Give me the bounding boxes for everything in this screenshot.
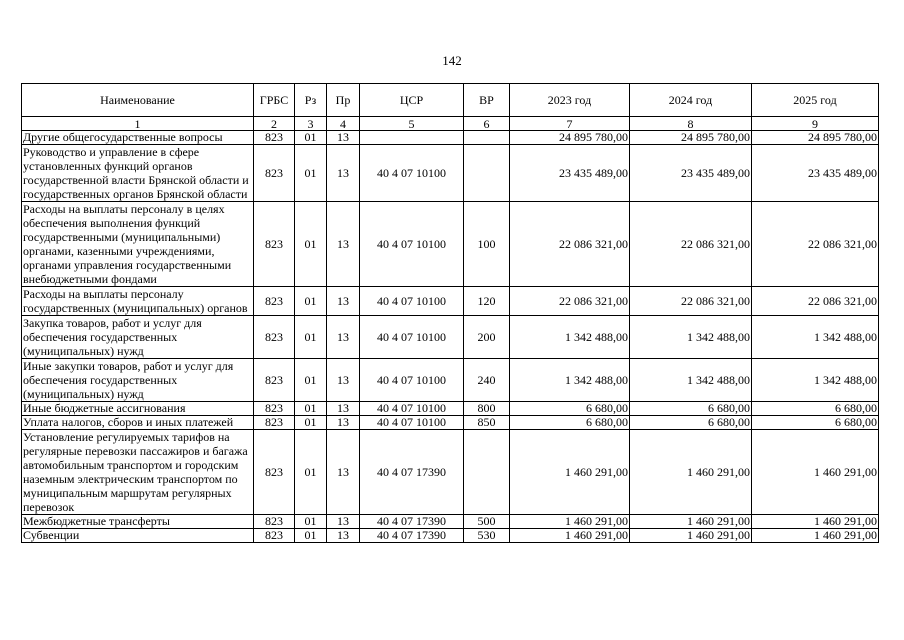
column-header: Пр bbox=[327, 84, 360, 117]
row-name: Другие общегосударственные вопросы bbox=[22, 131, 254, 145]
row-amount-2025: 1 460 291,00 bbox=[752, 430, 879, 515]
row-name: Расходы на выплаты персоналу в целях обеспечения выполнения функций государственными (муниципальными) органами, казенными учреждениями, органами управления государственными внебюджетными фондами bbox=[22, 202, 254, 287]
row-csr bbox=[360, 131, 464, 145]
row-pr: 13 bbox=[327, 359, 360, 402]
page-number: 142 bbox=[442, 53, 462, 68]
row-amount-2025: 1 342 488,00 bbox=[752, 359, 879, 402]
row-vr: 100 bbox=[464, 202, 510, 287]
row-rz: 01 bbox=[295, 145, 327, 202]
row-amount-2023: 22 086 321,00 bbox=[510, 202, 630, 287]
row-csr: 40 4 07 17390 bbox=[360, 515, 464, 529]
row-rz: 01 bbox=[295, 416, 327, 430]
row-amount-2025: 1 460 291,00 bbox=[752, 529, 879, 543]
row-name: Иные бюджетные ассигнования bbox=[22, 402, 254, 416]
row-name: Расходы на выплаты персоналу государственных (муниципальных) органов bbox=[22, 287, 254, 316]
row-amount-2024: 24 895 780,00 bbox=[630, 131, 752, 145]
table-row bbox=[22, 515, 879, 529]
row-amount-2023: 24 895 780,00 bbox=[510, 131, 630, 145]
row-amount-2023: 23 435 489,00 bbox=[510, 145, 630, 202]
row-vr: 800 bbox=[464, 402, 510, 416]
row-csr: 40 4 07 10100 bbox=[360, 287, 464, 316]
row-grbs: 823 bbox=[254, 287, 295, 316]
column-header: ВР bbox=[464, 84, 510, 117]
row-grbs: 823 bbox=[254, 359, 295, 402]
row-amount-2024: 1 460 291,00 bbox=[630, 529, 752, 543]
row-amount-2024: 6 680,00 bbox=[630, 416, 752, 430]
row-grbs: 823 bbox=[254, 529, 295, 543]
row-name: Иные закупки товаров, работ и услуг для обеспечения государственных (муниципальных) нужд bbox=[22, 359, 254, 402]
column-number: 9 bbox=[752, 117, 879, 131]
table-row bbox=[22, 529, 879, 543]
row-rz: 01 bbox=[295, 402, 327, 416]
column-header: ГРБС bbox=[254, 84, 295, 117]
row-rz: 01 bbox=[295, 529, 327, 543]
column-header: ЦСР bbox=[360, 84, 464, 117]
row-vr bbox=[464, 131, 510, 145]
row-vr bbox=[464, 145, 510, 202]
row-pr: 13 bbox=[327, 131, 360, 145]
row-csr: 40 4 07 17390 bbox=[360, 529, 464, 543]
row-vr: 200 bbox=[464, 316, 510, 359]
column-number: 5 bbox=[360, 117, 464, 131]
row-grbs: 823 bbox=[254, 145, 295, 202]
table-row bbox=[22, 316, 879, 359]
row-amount-2023: 1 460 291,00 bbox=[510, 430, 630, 515]
row-pr: 13 bbox=[327, 316, 360, 359]
row-csr: 40 4 07 10100 bbox=[360, 402, 464, 416]
table-row bbox=[22, 430, 879, 515]
row-amount-2025: 23 435 489,00 bbox=[752, 145, 879, 202]
row-amount-2023: 22 086 321,00 bbox=[510, 287, 630, 316]
row-csr: 40 4 07 10100 bbox=[360, 145, 464, 202]
row-amount-2023: 1 460 291,00 bbox=[510, 529, 630, 543]
row-name: Закупка товаров, работ и услуг для обеспечения государственных (муниципальных) нужд bbox=[22, 316, 254, 359]
row-amount-2025: 24 895 780,00 bbox=[752, 131, 879, 145]
column-number: 6 bbox=[464, 117, 510, 131]
row-amount-2023: 6 680,00 bbox=[510, 416, 630, 430]
column-header: Наименование bbox=[22, 84, 254, 117]
row-vr bbox=[464, 430, 510, 515]
row-amount-2023: 1 342 488,00 bbox=[510, 359, 630, 402]
row-rz: 01 bbox=[295, 287, 327, 316]
row-pr: 13 bbox=[327, 145, 360, 202]
row-name: Межбюджетные трансферты bbox=[22, 515, 254, 529]
row-vr: 850 bbox=[464, 416, 510, 430]
row-csr: 40 4 07 10100 bbox=[360, 416, 464, 430]
table-row bbox=[22, 402, 879, 416]
row-pr: 13 bbox=[327, 202, 360, 287]
row-amount-2025: 6 680,00 bbox=[752, 402, 879, 416]
row-rz: 01 bbox=[295, 430, 327, 515]
row-amount-2024: 22 086 321,00 bbox=[630, 287, 752, 316]
column-number: 3 bbox=[295, 117, 327, 131]
row-amount-2024: 1 342 488,00 bbox=[630, 359, 752, 402]
column-number: 8 bbox=[630, 117, 752, 131]
row-amount-2025: 22 086 321,00 bbox=[752, 202, 879, 287]
row-grbs: 823 bbox=[254, 202, 295, 287]
row-pr: 13 bbox=[327, 402, 360, 416]
row-rz: 01 bbox=[295, 359, 327, 402]
row-amount-2024: 1 342 488,00 bbox=[630, 316, 752, 359]
row-amount-2023: 1 342 488,00 bbox=[510, 316, 630, 359]
row-pr: 13 bbox=[327, 416, 360, 430]
row-rz: 01 bbox=[295, 131, 327, 145]
row-vr: 530 bbox=[464, 529, 510, 543]
table-row bbox=[22, 145, 879, 202]
row-amount-2025: 6 680,00 bbox=[752, 416, 879, 430]
column-number: 7 bbox=[510, 117, 630, 131]
column-header: 2024 год bbox=[630, 84, 752, 117]
row-pr: 13 bbox=[327, 287, 360, 316]
table-row bbox=[22, 202, 879, 287]
row-rz: 01 bbox=[295, 515, 327, 529]
row-grbs: 823 bbox=[254, 515, 295, 529]
row-csr: 40 4 07 10100 bbox=[360, 202, 464, 287]
row-amount-2025: 1 460 291,00 bbox=[752, 515, 879, 529]
row-amount-2023: 1 460 291,00 bbox=[510, 515, 630, 529]
row-grbs: 823 bbox=[254, 402, 295, 416]
header-row bbox=[22, 84, 879, 117]
table-row bbox=[22, 416, 879, 430]
row-amount-2024: 6 680,00 bbox=[630, 402, 752, 416]
column-header: 2023 год bbox=[510, 84, 630, 117]
row-name: Руководство и управление в сфере установленных функций органов государственной власти Брянской области и государственных органов Брянской области bbox=[22, 145, 254, 202]
row-grbs: 823 bbox=[254, 430, 295, 515]
row-vr: 240 bbox=[464, 359, 510, 402]
row-grbs: 823 bbox=[254, 316, 295, 359]
column-number: 1 bbox=[22, 117, 254, 131]
row-pr: 13 bbox=[327, 430, 360, 515]
row-rz: 01 bbox=[295, 316, 327, 359]
row-amount-2025: 22 086 321,00 bbox=[752, 287, 879, 316]
table-row bbox=[22, 359, 879, 402]
row-csr: 40 4 07 10100 bbox=[360, 316, 464, 359]
column-header: Рз bbox=[295, 84, 327, 117]
column-header: 2025 год bbox=[752, 84, 879, 117]
row-grbs: 823 bbox=[254, 416, 295, 430]
row-amount-2023: 6 680,00 bbox=[510, 402, 630, 416]
column-number: 4 bbox=[327, 117, 360, 131]
row-vr: 500 bbox=[464, 515, 510, 529]
column-number: 2 bbox=[254, 117, 295, 131]
budget-table bbox=[21, 83, 879, 543]
row-name: Уплата налогов, сборов и иных платежей bbox=[22, 416, 254, 430]
row-rz: 01 bbox=[295, 202, 327, 287]
row-vr: 120 bbox=[464, 287, 510, 316]
row-csr: 40 4 07 17390 bbox=[360, 430, 464, 515]
table-row bbox=[22, 131, 879, 145]
column-number-row bbox=[22, 117, 879, 131]
table-row bbox=[22, 287, 879, 316]
row-name: Установление регулируемых тарифов на регулярные перевозки пассажиров и багажа автомобильным транспортом и городским наземным электрическим транспортом по муниципальным маршрутам регулярных перевозок bbox=[22, 430, 254, 515]
row-amount-2024: 23 435 489,00 bbox=[630, 145, 752, 202]
row-amount-2024: 1 460 291,00 bbox=[630, 430, 752, 515]
row-pr: 13 bbox=[327, 515, 360, 529]
row-name: Субвенции bbox=[22, 529, 254, 543]
row-grbs: 823 bbox=[254, 131, 295, 145]
row-amount-2024: 1 460 291,00 bbox=[630, 515, 752, 529]
row-pr: 13 bbox=[327, 529, 360, 543]
row-amount-2024: 22 086 321,00 bbox=[630, 202, 752, 287]
row-amount-2025: 1 342 488,00 bbox=[752, 316, 879, 359]
row-csr: 40 4 07 10100 bbox=[360, 359, 464, 402]
